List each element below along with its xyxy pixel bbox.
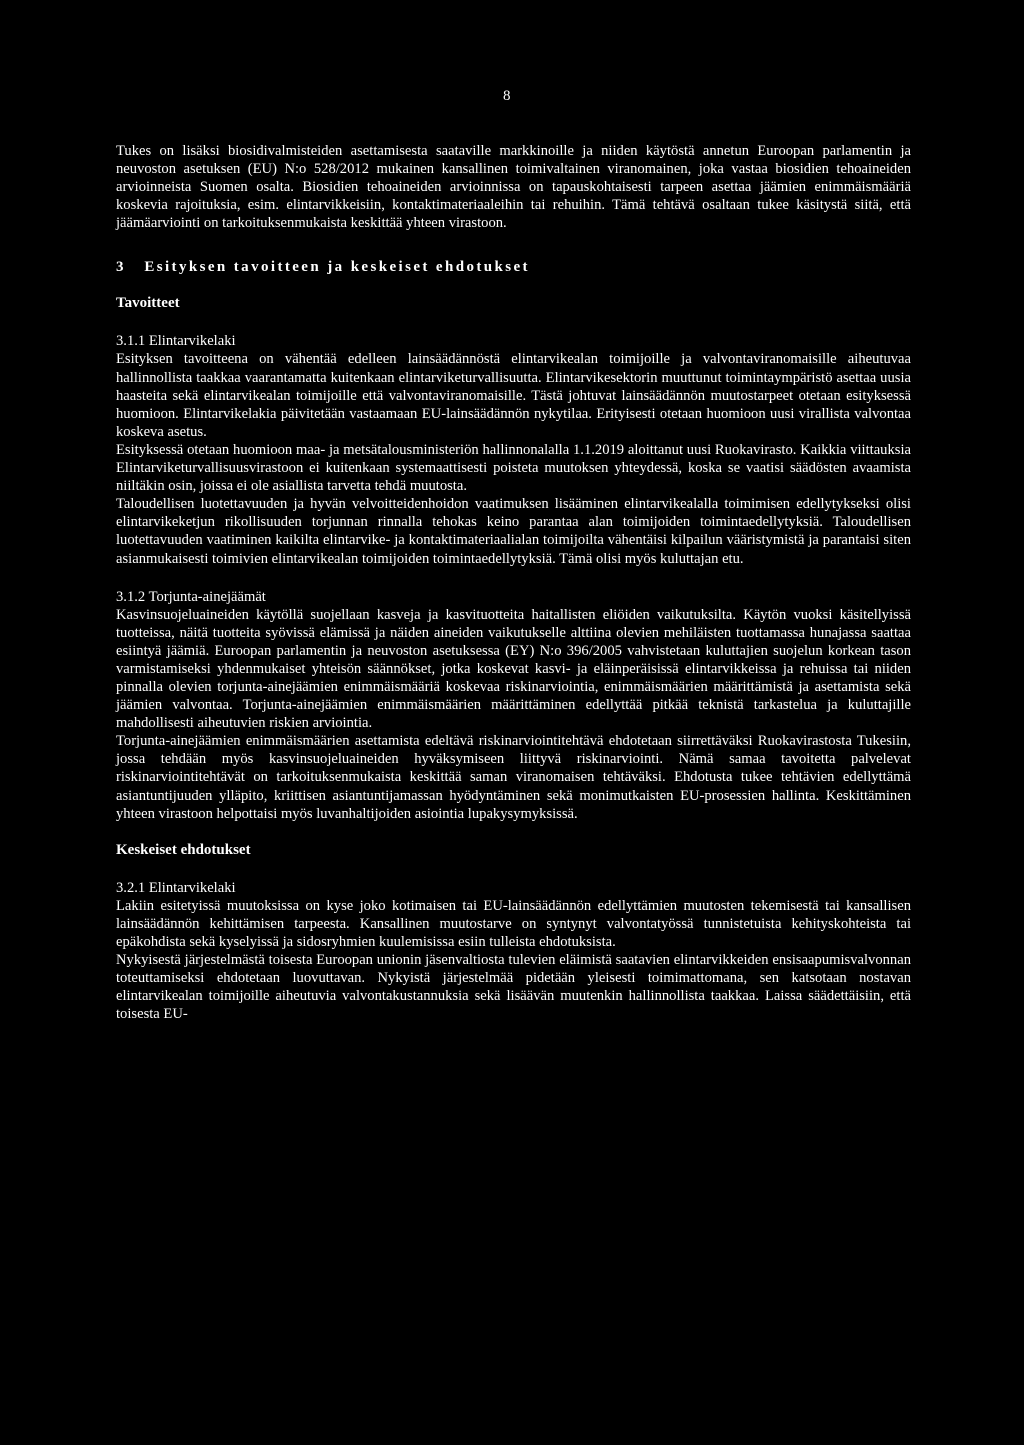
paragraph: Nykyisestä järjestelmästä toisesta Euroopan unionin jäsenvaltiosta tulevien eläimistä saatavien elintarvikkeiden ensisaapumisvalvonnan toteuttamiseksi ehdotetaan luovuttavan. Nykyistä järjestelmää pidetään yleisesti toimimattomana, sen katsotaan nostavan elintarvikealan toimijoille aiheutuvia valvontakustannuksia sekä lisäävän muutenkin hallinnollista taakkaa. Laissa säädettäisiin, että toisesta EU- — [116, 952, 911, 1023]
subheading-tavoitteet: Tavoitteet — [116, 295, 180, 312]
paragraph: Torjunta-ainejäämien enimmäismäärien asettamista edeltävä riskinarviointitehtävä ehdotetaan siirrettäväksi Ruokavirastosta Tukesiin, jossa tehdään myös kasvinsuojeluaineiden hyväksymiseen liittyvä riskinarviointi. Nämä samaa tavoitetta palvelevat riskinarviointitehtävät on tarkoituksenmukaista keskittää saman viranomaisen tehtäväksi. Ehdotusta tukee tehtävien edellyttämä asiantuntijuuden ylläpito, kriittisen asiantuntijamassan hyödyntäminen sekä monimutkaisten EU-prosessien hallinta. Keskittäminen yhteen virastoon helpottaisi myös luvanhaltijoiden asiointia lupakysymyksissä. — [116, 733, 911, 822]
subsection-heading-3-1-2: 3.1.2 Torjunta-ainejäämät — [116, 588, 266, 605]
document-body — [116, 142, 911, 1023]
section-heading: 3 Esityksen tavoitteen ja keskeiset ehdotukset — [116, 259, 530, 276]
paragraph: Esityksessä otetaan huomioon maa- ja metsätalousministeriön hallinnonalalla 1.1.2019 aloittanut uusi Ruokavirasto. Kaikkia viittauksia Elintarviketurvallisuusvirastoon ei kuitenkaan systemaattisesti poisteta muutoksen yhteydessä, koska se vaatisi säädösten avaamista niiltäkin osin, joissa ei ole asiallista tarvetta tehdä muutosta. — [116, 441, 911, 495]
intro-paragraph: Tukes on lisäksi biosidivalmisteiden asettamisesta saataville markkinoille ja niiden käytöstä annetun Euroopan parlamentin ja neuvoston asetuksen (EU) N:o 528/2012 mukainen kansallinen toimivaltainen viranomainen, joka vastaa biosidien tehoaineiden arvioinneista Suomen osalta. Biosidien tehoaineiden arvioinnissa on tapauskohtaisesti tarpeen asettaa jäämien enimmäismääriä koskevia rajoituksia, esim. elintarvikkeisiin, kontaktimateriaaleihin tai rehuihin. Tämä tehtävä osaltaan tukee käsitystä siitä, että jäämäarviointi on tarkoituksenmukaista keskittää yhteen virastoon. — [116, 143, 911, 232]
subheading-keskeiset-ehdotukset: Keskeiset ehdotukset — [116, 841, 251, 858]
paragraph: Lakiin esitetyissä muutoksissa on kyse joko kotimaisen tai EU-lainsäädännön edellyttämien muutosten tekemisestä tai kansallisen lainsäädännön kehittämisen tarpeesta. Kansallinen muutostarve on syntynyt valvontatyössä tunnistetuista kehityskohteista tai epäkohdista sekä kyselyissä ja sidosryhmien kuulemisissa esiin tulleista ehdotuksista. — [116, 897, 911, 950]
paragraph: Esityksen tavoitteena on vähentää edelleen lainsäädännöstä elintarvikealan toimijoille ja valvontaviranomaisille aiheutuvaa hallinnollista taakkaa vaarantamatta kuitenkaan elintarviketurvallisuutta. Elintarvikesektorin muuttunut toimintaympäristö asettaa uusia haasteita sekä elintarvikealan toimijoille että valvontaviranomaisille. Tästä johtuvat lainsäädännön muutostarpeet otetaan esityksessä huomioon. Elintarvikelakia päivitetään vastaamaan EU-lainsäädännön nykytilaa. Erityisesti otetaan huomioon uusi virallista valvontaa koskeva asetus. — [116, 351, 911, 440]
paragraph: Kasvinsuojeluaineiden käytöllä suojellaan kasveja ja kasvituotteita haitallisten eliöiden vaikutuksilta. Käytön vuoksi käsitellyissä tuotteissa, näitä tuotteita syövissä elämissä ja näiden aineiden vaikutukselle alttiina olevien mehiläisten tuottamassa hunajassa saattaa esiintyä jäämiä. Euroopan parlamentin ja neuvoston asetuksessa (EY) N:o 396/2005 vahvistetaan kuluttajien suojelun korkean tason varmistamiseksi yhdenmukaiset yhteisön säännökset, jotka koskevat kasvi- ja eläinperäisissä elintarvikkeissa ja rehuissa tai niiden pinnalla olevien torjunta-ainejäämien enimmäismääriä koskevaa riskinarviointia, enimmäismäärien määrittämistä ja asettamista sekä jäämien valvontaa. Torjunta-ainejäämien enimmäismäärien määrittäminen edellyttää pitkää teknistä tarkastelua ja kuluttajille mahdollisesti aiheutuvien riskien arviointia. — [116, 606, 911, 732]
paragraph: Taloudellisen luotettavuuden ja hyvän velvoitteidenhoidon vaatimuksen lisääminen elintarvikealalla toimimisen edellytykseksi olisi elintarvikeketjun rikollisuuden torjunnan rinnalla tehokas keino parantaa alan toimijoiden toimintaedellytyksiä. Taloudellisen luotettavuuden vaatiminen kaikilta elintarvike- ja kontaktimateriaalialan toimijoilta vähentäisi kilpailun vääristymistä ja parantaisi siten asianmukaisesti toimivien elintarvikealan toimijoiden toimintaedellytyksiä. Tämä olisi myös kuluttajan etu. — [116, 496, 911, 567]
page-number: 8 — [503, 88, 511, 104]
subsection-heading-3-2-1: 3.2.1 Elintarvikelaki — [116, 879, 236, 896]
subsection-heading-3-1-1: 3.1.1 Elintarvikelaki — [116, 333, 236, 350]
